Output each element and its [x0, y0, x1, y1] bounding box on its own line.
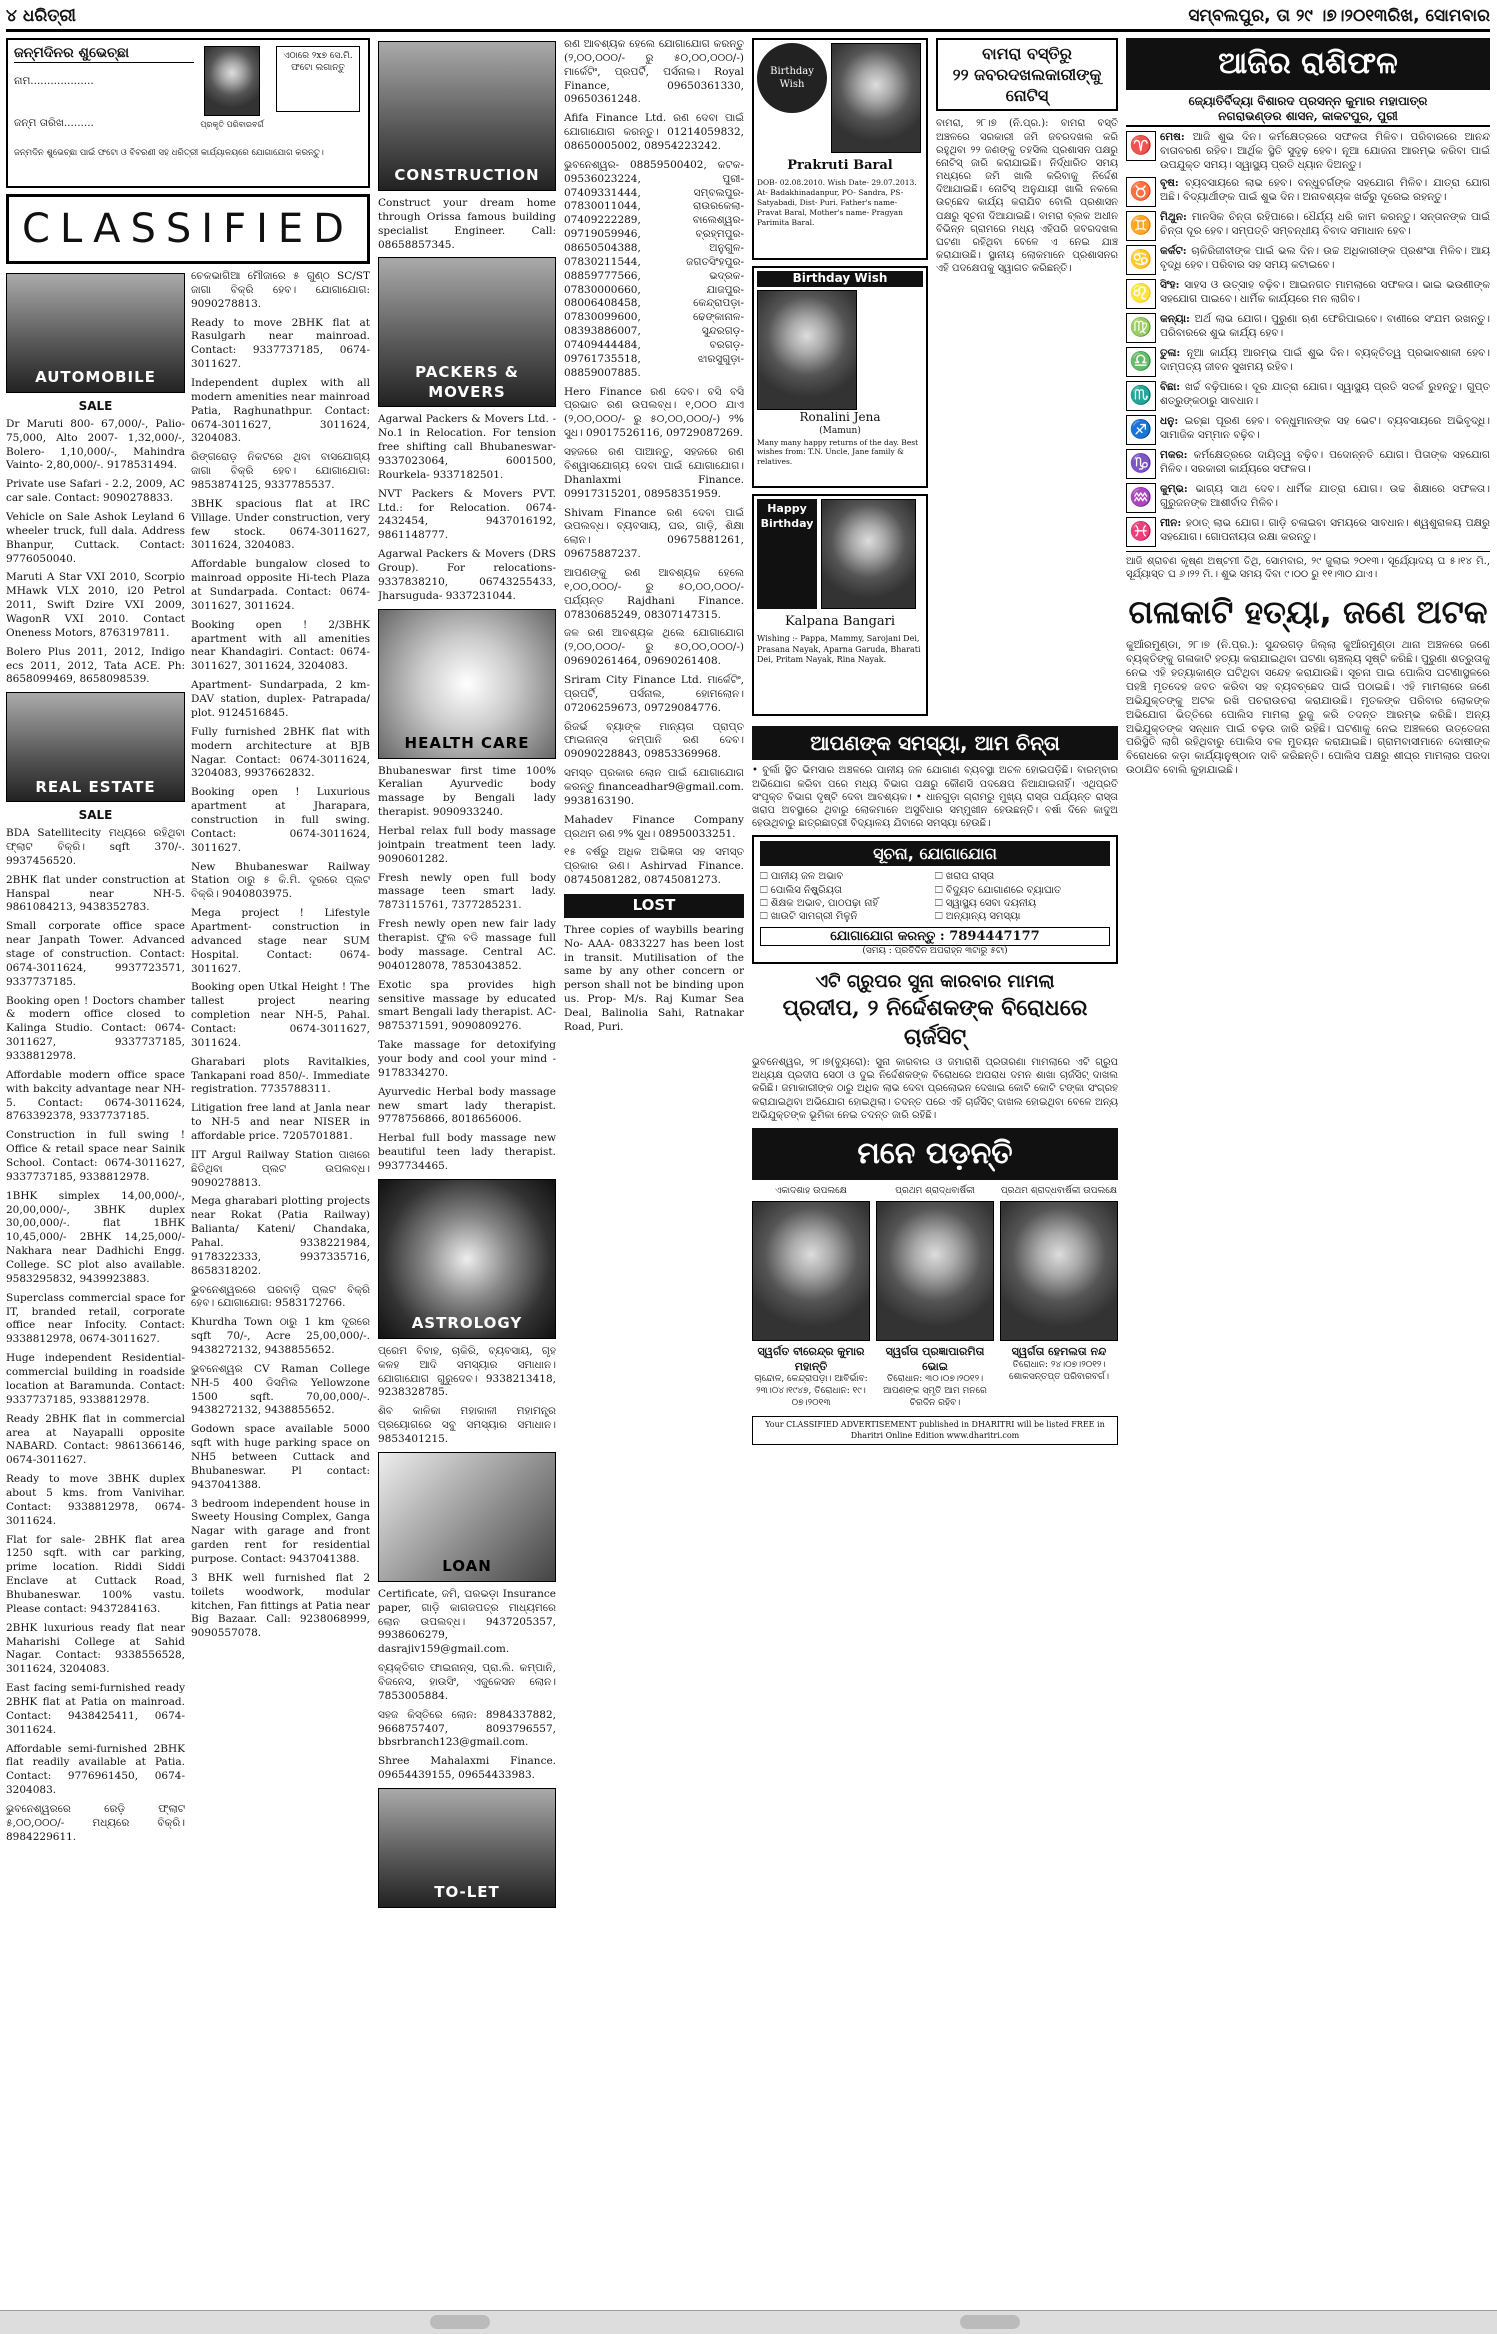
finance-ad: ରିଜର୍ଭ ବ୍ୟାଙ୍କ ମାନ୍ୟତା ପ୍ରାପ୍ତ ଫାଇନାନ୍ସ କମ୍ପାନି ରଣ ଦେବ। 09090228843, 09853369968. — [564, 720, 744, 761]
classified-column — [6, 38, 370, 2306]
rashi-prediction: ଚାକିରିଜୀବୀଙ୍କ ପାଇଁ ଭଲ ଦିନ। ଉଚ୍ଚ ଅଧିକାରୀଙ୍କ ପ୍ରଶଂସା ମିଳିବ। ଆୟ ବୃଦ୍ଧି ହେବ। ପରିବାର ସହ ସମୟ କଟାଇବେ। — [1160, 244, 1490, 271]
classified-left — [6, 270, 185, 1850]
suchana-phone: ଯୋଗାଯୋଗ କରନ୍ତୁ : 7894447177 — [760, 927, 1110, 946]
birthday-form-note: ଜନ୍ମଦିନ ଶୁଭେଚ୍ଛା ପାଇଁ ଫଟୋ ଓ ବିବରଣୀ ସହ ଧରିତ୍ରୀ କାର୍ଯ୍ୟାଳୟରେ ଯୋଗାଯୋଗ କରନ୍ତୁ। — [14, 148, 324, 158]
birthday-photo-2 — [757, 290, 857, 410]
rashi-text — [1160, 415, 1490, 445]
suchana-item: ☐ ପାନୀୟ ଜଳ ଅଭାବ — [760, 871, 844, 883]
packers-image — [378, 257, 556, 407]
gold-body: ଭୁବନେଶ୍ୱର, ୨୮।୭(ବ୍ୟୁରୋ): ସୁନା କାରବାର ଓ ଜମାରାଶି ପ୍ରତାରଣା ମାମଲାରେ ଏଟି ଗ୍ରୁପ ଅଧ୍ୟକ୍ଷ ପ୍ରଦୀପ ସେଠୀ ଓ ଦୁଇ ନିର୍ଦ୍ଦେଶକଙ୍କ ବିରୋଧରେ ଅପରାଧ ଦମନ ଶାଖା ଚାର୍ଜସିଟ୍ ଦାଖଲ କରିଛି। ଜମାକାରୀଙ୍କ ଠାରୁ ଅଧିକ ଲାଭ ଦେବା ପ୍ରଲୋଭନ ଦେଖାଇ କୋଟି କୋଟି ଟଙ୍କା ସଂଗ୍ରହ କରାଯାଇଥିବା ଅଭିଯୋଗ ହୋଇଥିଲା। ତଦନ୍ତ ପରେ ଏହି ଚାର୍ଜସିଟ୍ ଦାଖଲ ହୋଇଥିବା ବେଳେ ଅନ୍ୟ ଅଭିଯୁକ୍ତଙ୍କ ଭୂମିକା ନେଇ ତଦନ୍ତ ଜାରି ରହିଛି। — [752, 1057, 1118, 1121]
loan-ad: Certificate, ଜମି, ଘରଭଡ଼ା Insurance paper, ଗାଡ଼ି କାଗଜପତ୍ର ମାଧ୍ୟମରେ ଲୋନ ଉପଲବ୍ଧ। 9437205357, 9938606279, dasrajiv159@gmail.com. — [378, 1587, 556, 1656]
suchana-item: ☐ ଶିକ୍ଷକ ଅଭାବ, ପାଠପଢ଼ା ନାହିଁ — [760, 897, 879, 909]
classified-ad: Bolero Plus 2011, 2012, Indigo ecs 2011, 2012, Tata ACE. Ph: 8658099469, 8658098539. — [6, 645, 185, 686]
healthcare-ad: Fresh newly open new fair lady therapist. ଫୁଲ ବଡି massage full body massage. Central AC. 9040128078, 7853043852. — [378, 918, 556, 972]
zodiac-icon: ♊ — [1126, 211, 1156, 241]
classified-ad: Affordable semi-furnished 2BHK flat readily available at Patia. Contact: 9776961450, 0674-3204083. — [6, 1742, 185, 1797]
rashi-entry — [1126, 381, 1490, 411]
classified-ad: Apartment- Sundarpada, 2 km- DAV station, duplex- Patrapada/ plot. 9124516845. — [191, 679, 370, 719]
astrologer-address: ନଗରାଭଣ୍ଡର ଶାସନ, କାକଟପୁର, ପୁରୀ — [1126, 109, 1490, 127]
rashi-entry — [1126, 517, 1490, 547]
rashi-prediction: ମାନସିକ ଚିନ୍ତା ରହିପାରେ। ଧୈର୍ଯ୍ୟ ଧରି କାମ କରନ୍ତୁ। ସନ୍ତାନଙ୍କ ପାଇଁ ଚିନ୍ତା ଦୂର ହେବ। ସମ୍ପତ୍ତି ସମ୍ବନ୍ଧୀୟ ବିବାଦ ସମାଧାନ ହେବ। — [1160, 210, 1490, 237]
memorial-name: ସ୍ୱର୍ଗତା ପ୍ରଜ୍ଞାପାରମିତା ଭୋଇ — [885, 1345, 985, 1373]
suchana-box — [752, 835, 1118, 964]
loan-ad: ସହଜ କିସ୍ତିରେ ଲୋନ: 8984337882, 9668757407, 8093796557, bbsrbranch123@gmail.com. — [378, 1708, 556, 1749]
realestate-label: REAL ESTATE — [35, 777, 156, 796]
classified-subcolumns — [6, 270, 370, 1850]
zodiac-icon: ♋ — [1126, 245, 1156, 275]
automobile-label: AUTOMOBILE — [35, 368, 156, 387]
classified-ad: Affordable bungalow closed to mainroad opposite Hi-tech Plaza at Sundarpada. Contact: 0674-3011627, 3011624. — [191, 558, 370, 612]
memorial-item — [1000, 1186, 1118, 1411]
memorial-text: ତିରୋଧାନ: ୩୦।୦୭।୨୦୧୨। ଆପଣଙ୍କ ସ୍ମୃତି ଆମ ମନରେ ଚିରଦିନ ରହିବ। — [883, 1374, 987, 1409]
classified-ad: New Bhubaneswar Railway Station ଠାରୁ ୫ କି.ମି. ଦୂରରେ ପ୍ଲଟ ବିକ୍ରି। 9040803975. — [191, 860, 370, 901]
rashi-text — [1160, 177, 1490, 207]
healthcare-ads — [378, 765, 556, 1174]
classified-ad: Mega project ! Lifestyle Apartment- construction in advanced stage near SUM Hospital. Contact: 0674-3011627. — [191, 907, 370, 975]
page-number-title: ୪ ଧରିତ୍ରୀ — [6, 6, 76, 27]
murder-headline: ଗଳାକାଟି ହତ୍ୟା, ଜଣେ ଅଟକ — [1128, 593, 1488, 632]
finance-ad: Hero Finance ରଣ ଦେବ। ବସି ବସି ପ୍ରଭାତ ରଣ ଉପଲବ୍ଧ। ୧,୦୦୦ ଯାଏ (୨,୦୦,୦୦୦/- ରୁ ୫୦,୦୦,୦୦୦/-) ୨% ସୁଧ। 09017526116, 09729087269. — [564, 385, 744, 440]
lost-ad: Three copies of waybills bearing No- AAA- 0833227 has been lost in transit. Mutilisation of the same by any other concern or person shall not be binding upon us. Prop- M/s. Raj Kumar Sea Deal, Balinolia Sahi, Ratnakar Road, Puri. — [564, 923, 744, 1033]
rashi-entry — [1126, 177, 1490, 207]
memorial-name: ସ୍ୱର୍ଗତ ବୀରେନ୍ଦ୍ର କୁମାର ମହାନ୍ତି — [757, 1345, 865, 1373]
zodiac-icon: ♉ — [1126, 177, 1156, 207]
rashi-text — [1160, 211, 1490, 241]
notice-article — [936, 38, 1118, 722]
finance-ad: Shivam Finance ରଣ ଦେବା ପାଇଁ ଉପଲବ୍ଧ। ବ୍ୟବସାୟ, ଘର, ଗାଡ଼ି, ଶିକ୍ଷା ଲୋନ। 09675881261, 09675887237. — [564, 506, 744, 561]
classified-ad: 2BHK luxurious ready flat near Maharishi College at Sahid Nagar. Contact: 9338556528, 3011624, 3204083. — [6, 1621, 185, 1676]
classified-ad: Huge independent Residential-commercial building in roadside location at Baramunda. Contact: 9337737185, 9338812978. — [6, 1352, 185, 1406]
memorial-item — [876, 1186, 994, 1411]
rashi-prediction: ସାହସ ଓ ଉତ୍ସାହ ବଢ଼ିବ। ଆଇନଗତ ମାମଲାରେ ସଫଳତା। ଭାଇ ଭଉଣୀଙ୍କ ସହଯୋଗ ପାଇବେ। ଧାର୍ମିକ କାର୍ଯ୍ୟରେ ମନ ଲାଗିବ। — [1160, 278, 1490, 305]
rashi-text — [1160, 517, 1490, 547]
suchana-item: ☐ ଅନ୍ୟାନ୍ୟ ସମସ୍ୟା — [935, 911, 1021, 922]
memorial-photo — [752, 1201, 870, 1341]
rashi-entry — [1126, 313, 1490, 343]
classified-ad: Fully furnished 2BHK flat with modern architecture at BJB Nagar. Contact: 0674-3011624, 3204083, 9937662832. — [191, 725, 370, 780]
rashi-prediction: ଇଚ୍ଛା ପୂରଣ ହେବ। ବନ୍ଧୁମାନଙ୍କ ସହ ଭେଟ। ବ୍ୟବସାୟରେ ଅଭିବୃଦ୍ଧି। ସାମାଜିକ ସମ୍ମାନ ବଢ଼ିବ। — [1160, 414, 1490, 441]
rashi-text — [1160, 483, 1490, 513]
classified-ad: ଭୁବନେଶ୍ୱରରେ ରେଡ଼ି ଫ୍ଲାଟ ୫,୦୦,୦୦୦/- ମଧ୍ୟରେ ବିକ୍ରି। 8984229611. — [6, 1802, 185, 1843]
classified-ad: 3 BHK well furnished flat 2 toilets woodwork, modular kitchen, Fan fittings at Patia near Big Bazaar. Call: 9238068999, 9090557078. — [191, 1571, 370, 1640]
finance-ad: ରଣ ଆବଶ୍ୟକ ହେଲେ ଯୋଗାଯୋଗ କରନ୍ତୁ (୨,୦୦,୦୦୦/- ରୁ ୫୦,୦୦,୦୦୦/-) ମାର୍କେଟିଂ, ପ୍ରପର୍ଟି, ପର୍ସନାଲ। Royal Finance, 09650361330, 09650361248. — [564, 38, 744, 106]
classified-ad: Litigation free land at Janla near to NH-5 and near NISER in affordable price. 7205701881. — [191, 1102, 370, 1142]
memorial-tag: ଏକାଦଶାହ ଉପଲକ୍ଷେ — [775, 1185, 847, 1196]
classified-ad: Independent duplex with all modern amenities near mainroad Patia, Raghunathpur. Contact: 0674-3011627, 3011624, 3204083. — [191, 377, 370, 445]
astrology-ads — [378, 1345, 556, 1447]
child-photo — [204, 46, 260, 116]
samasya-body: • ବୁର୍ଲା ସ୍ଥିତ ଭିମସାର ଅଞ୍ଚଳରେ ପାନୀୟ ଜଳ ଯୋଗାଣ ବ୍ୟବସ୍ଥା ଅଚଳ ହୋଇପଡ଼ିଛି। ବାରମ୍ବାର ଅଭିଯୋଗ କରିବା ପରେ ମଧ୍ୟ ବିଭାଗ ପକ୍ଷରୁ କୌଣସି ପଦକ୍ଷେପ ନିଆଯାଇନାହିଁ। ଏଥିପ୍ରତି ସଂପୃକ୍ତ ବିଭାଗ ଦୃଷ୍ଟି ଦେବା ଆବଶ୍ୟକ। • ଧାନଗୁଡ଼ା ଗ୍ରାମରୁ ମୁଖ୍ୟ ରାସ୍ତା ପର୍ଯ୍ୟନ୍ତ ରାସ୍ତା ଖରାପ ଅବସ୍ଥାରେ ଥିବାରୁ ଲୋକମାନେ ଅସୁବିଧାର ସମ୍ମୁଖୀନ ହେଉଛନ୍ତି। ବର୍ଷା ଦିନେ କାଦୁଅ ହେଉଥିବାରୁ ଛାତ୍ରଛାତ୍ରୀ ବିଦ୍ୟାଳୟ ଯିବାରେ ସମସ୍ୟା ହେଉଛି। — [752, 765, 1118, 830]
zodiac-icon: ♓ — [1126, 517, 1156, 547]
packers-ad: Agarwal Packers & Movers Ltd. - No.1 in Relocation. For tension free shifting call Bhubaneswar- 9337023064, 6001500, Rourkela- 9337182501. — [378, 413, 556, 481]
healthcare-ad: Ayurvedic Herbal body massage new smart lady therapist. 9778756866, 8018656006. — [378, 1085, 556, 1126]
classified-ad: East facing semi-furnished ready 2BHK flat at Patia on mainroad. Contact: 9438425411, 0674-3011624. — [6, 1682, 185, 1736]
packers-ad: Agarwal Packers & Movers (DRS Group). For relocations- 9337838210, 06743255433, Jharsuguda- 9337231044. — [378, 548, 556, 602]
rashi-name: ତୁଳା: — [1160, 346, 1187, 359]
rashi-name: ସିଂହ: — [1160, 278, 1185, 291]
rashi-text — [1160, 381, 1490, 411]
construction-ad: Construct your dream home through Orissa famous building specialist Engineer. Call: 08658857345. — [378, 197, 556, 251]
finance-ad: ସହଜରେ ରଣ ପାଆନ୍ତୁ, ସହଜରେ ରଣ ବିଶ୍ୱାସଯୋଗ୍ୟ ଦେବା ପାଇଁ ଯୋଗାଯୋଗ। Dhanlaxmi Finance. 09917315201, 08958351959. — [564, 446, 744, 500]
re-sale-heading: SALE — [78, 808, 113, 823]
rashi-prediction: ବ୍ୟବସାୟରେ ଲାଭ ହେବ। ବନ୍ଧୁବର୍ଗଙ୍କ ସହଯୋଗ ମିଳିବ। ଯାତ୍ରା ଯୋଗ ଅଛି। ବିଦ୍ୟାର୍ଥୀଙ୍କ ପାଇଁ ଶୁଭ ଦିନ। ଅନାବଶ୍ୟକ ଖର୍ଚ୍ଚରୁ ଦୂରେଇ ରହନ୍ତୁ। — [1160, 176, 1490, 203]
memorial-tag: ପ୍ରଥମ ଶ୍ରାଦ୍ଧବାର୍ଷିକୀ ଉପଲକ୍ଷେ — [1000, 1185, 1118, 1196]
notice-box — [936, 38, 1118, 111]
classified-ad: Booking open ! Doctors chamber & modern office closed to Kalinga Studio. Contact: 0674-3011627, 9337737185, 9338812978. — [6, 994, 185, 1063]
construction-image — [378, 41, 556, 191]
rashi-name: ବୃଷ: — [1160, 176, 1186, 189]
rashi-name: ମକର: — [1160, 448, 1194, 461]
classified-ad: Mega gharabari plotting projects near Rokat (Patia Railway) Balianta/ Kateni/ Chandaka, Pahal. 9338221984, 9178322333, 9937335716, 8658318202. — [191, 1195, 370, 1277]
classified-ad: BDA Satellitecity ମଧ୍ୟରେ ରହିଥିବା ଫ୍ଲାଟ ବିକ୍ରି। sqft 370/-. 9937456520. — [6, 827, 185, 867]
finance-ads — [564, 38, 744, 888]
rashi-text — [1160, 131, 1490, 173]
mane-padanti-heading: ମନେ ପଡ଼ନ୍ତି — [752, 1128, 1118, 1180]
finance-ad: ସମସ୍ତ ପ୍ରକାର ଲୋନ ପାଇଁ ଯୋଗାଯୋଗ କରନ୍ତୁ financeadhar9@gmail.com. 9938163190. — [564, 767, 744, 807]
rashi-entry — [1126, 449, 1490, 479]
rashi-prediction: ଖର୍ଚ୍ଚ ବଢ଼ିପାରେ। ଦୂର ଯାତ୍ରା ଯୋଗ। ସ୍ୱାସ୍ଥ୍ୟ ପ୍ରତି ସତର୍କ ରୁହନ୍ତୁ। ଗୁପ୍ତ ଶତ୍ରୁଙ୍କଠାରୁ ସାବଧାନ। — [1160, 380, 1490, 407]
birthday-details-3: Wishing :- Pappa, Mammy, Sarojani Dei, Prasana Nayak, Aparna Garuda, Bharati Dei, Pritam Nayak, Rina Nayak. — [757, 634, 921, 665]
classified-ad: Ready to move 2BHK flat at Rasulgarh near mainroad. Contact: 9337737185, 0674-3011627. — [191, 316, 370, 371]
classified-ad: Ready to move 3BHK duplex about 5 kms. from Vanivihar. Contact: 9338812978, 0674-3011624. — [6, 1473, 185, 1527]
notice-body: ବାମରା, ୨୮।୭ (ନି.ପ୍ର.): ବାମରା ବସ୍ତି ଅଞ୍ଚଳରେ ସରକାରୀ ଜମି ଜବରଦଖଲ କରି ରହୁଥିବା ୨୨ ଜଣଙ୍କୁ ତହସିଲ ପ୍ରଶାସନ ପକ୍ଷରୁ ନୋଟିସ୍ ଜାରି କରାଯାଇଛି। ନିର୍ଦ୍ଧାରିତ ସମୟ ମଧ୍ୟରେ ଜମି ଖାଲି କରିବାକୁ ନିର୍ଦ୍ଦେଶ ଦିଆଯାଇଛି। ନୋଟିସ୍ ଅନୁଯାୟୀ ଖାଲି ନକଲେ ଉଚ୍ଛେଦ କାର୍ଯ୍ୟ କରାଯିବ ବୋଲି ପ୍ରଶାସନ ପକ୍ଷରୁ ସୂଚନା ଦିଆଯାଇଛି। ବାମରା ବ୍ଲକ ଅଧୀନ ବିଭିନ୍ନ ଗ୍ରାମରେ ମଧ୍ୟ ଏହିପରି ଜବରଦଖଲ ଘଟଣା ରହିଥିବା ବେଳେ ଏ ନେଇ ଯାଞ୍ଚ କରାଯାଉଛି। ସ୍ଥାନୀୟ ଲୋକମାନେ ପ୍ରଶାସନର ଏହି ପଦକ୍ଷେପକୁ ସ୍ୱାଗତ କରିଛନ୍ତି। — [936, 118, 1118, 275]
classified-ad: Booking open ! 2/3BHK apartment with all amenities near Khandagiri. Contact: 0674-3011627, 3011624, 3204083. — [191, 618, 370, 673]
birthday-ad-3 — [752, 494, 928, 716]
center-top — [752, 38, 1118, 722]
rashi-name: ମିଥୁନ: — [1160, 210, 1192, 223]
rashi-text — [1160, 279, 1490, 309]
suchana-title: ସୂଚନା, ଯୋଗାଯୋଗ — [760, 841, 1110, 866]
rashi-name: ମୀନ: — [1160, 516, 1186, 529]
notice-kicker: ବାମରା ବସ୍ତିରୁ — [982, 44, 1072, 63]
services-column — [378, 38, 556, 2306]
name-line: ନାମ................... — [14, 75, 94, 88]
classified-ad: ଭୁବନେଶ୍ୱରରେ ଘରବାଡ଼ି ପ୍ଲଟ ବିକ୍ରି ହେବ। ଯୋଗାଯୋଗ: 9583172766. — [191, 1283, 370, 1310]
classified-ad: Booking open ! Luxurious apartment at Jharapara, construction in full swing. Contact: 0674-3011624, 3011627. — [191, 786, 370, 854]
classified-ad: Gharabari plots Ravitalkies, Tankapani road 850/-. Immediate registration. 7735788311. — [191, 1055, 370, 1096]
loan-ad: ବ୍ୟକ୍ତିଗତ ଫାଇନାନ୍ସ, ପ୍ରା.ଲି. କମ୍ପାନି, ବିଜନେସ, ହାଉସିଂ, ଏଜୁକେସନ ଲୋନ। 7853005884. — [378, 1662, 556, 1702]
birthday-ad-2 — [752, 266, 928, 488]
healthcare-ad: Take massage for detoxifying your body and cool your mind - 9178334270. — [378, 1039, 556, 1079]
healthcare-ad: Herbal full body massage new beautiful teen lady therapist. 9937734465. — [378, 1132, 556, 1172]
healthcare-image — [378, 609, 556, 759]
birthday-photo-1 — [831, 43, 921, 153]
viewer-scrollbar[interactable] — [0, 2310, 1497, 2334]
birthday-details-1: DOB- 02.08.2010. Wish Date- 29.07.2013. At- Badakhinadanpur, PO- Sandra, PS- Satyabadi, Dist- Puri. Father's name- Pravat Baral, Mother's name- Pragyan Parimita Baral. — [757, 178, 917, 227]
panji: ଆଜି ଶ୍ରାବଣ କୃଷ୍ଣ ଅଷ୍ଟମୀ ତିଥି, ସୋମବାର, ୨୯ ଜୁଲାଇ ୨୦୧୩। ସୂର୍ଯ୍ୟୋଦୟ ଘ ୫।୧୪ ମି., ସୂର୍ଯ୍ୟାସ୍ତ ଘ ୬।୨୨ ମି.। ଶୁଭ ସମୟ ଦିବା ୯।୦୦ ରୁ ୧୧।୩୦ ଯାଏ। — [1126, 551, 1490, 581]
classified-ad: ଚେକଭାଗିଆ ମୌଜାରେ ୫ ଗୁଣ୍ଠ SC/ST ଜାଗା ବିକ୍ରି ହେବ। ଯୋଗାଯୋଗ: 9090278813. — [191, 270, 370, 310]
scroll-handle-right[interactable] — [960, 2315, 1020, 2329]
gold-kicker: ଏଟି ଗ୍ରୁପର ସୁନା କାରବାର ମାମଲା — [815, 971, 1055, 993]
birthday-ads — [752, 38, 928, 722]
photo-size-note: ଏଠାରେ ୨x୭ ସେ.ମି. ଫଟୋ ଲଗାନ୍ତୁ — [276, 46, 360, 112]
loan-ad: Shree Mahalaxmi Finance. 09654439155, 09654433983. — [378, 1755, 556, 1782]
finance-ad: ୧୫ ବର୍ଷରୁ ଅଧିକ ଅଭିଜ୍ଞତା ସହ ସମସ୍ତ ପ୍ରକାର ରଣ। Ashirvad Finance. 08745081282, 08745081273. — [564, 846, 744, 887]
memorial-name: ସ୍ୱର୍ଗତା ହେମଲତା ନନ୍ଦ — [1011, 1345, 1107, 1359]
online-edition-note: Your CLASSIFIED ADVERTISEMENT published in DHARITRI will be listed FREE in Dharitri Online Edition www.dharitri.com — [752, 1416, 1118, 1445]
classified-ad: Khurdha Town ଠାରୁ 1 km ଦୂରରେ sqft 70/-, Acre 25,00,000/-. 9438272132, 9438855652. — [191, 1316, 370, 1357]
tolet-image — [378, 1788, 556, 1908]
astrology-ad: ପ୍ରେମ ବିବାହ, ଚାକିରି, ବ୍ୟବସାୟ, ଗୃହ କଳହ ଆଦି ସମସ୍ୟାର ସମାଧାନ। ଯୋଗାଯୋଗ ଗୁରୁଦେବ। 9338213418, 9238328785. — [378, 1344, 556, 1399]
classified-ad: Flat for sale- 2BHK flat area 1250 sqft. with car parking, prime location. Riddi Siddi Enclave at Cuttack Road, Bhubaneswar. 100% vastu. Please contact: 9437284163. — [6, 1533, 185, 1615]
rashi-text — [1160, 449, 1490, 479]
zodiac-icon: ♈ — [1126, 131, 1156, 161]
birthday-name-2: Ronalini Jena — [799, 409, 881, 424]
rashi-entry — [1126, 415, 1490, 445]
rashi-entry — [1126, 483, 1490, 513]
birthday-title-3: Happy Birthday — [757, 499, 817, 609]
healthcare-label: HEALTH CARE — [404, 733, 530, 752]
finance-ad: ଆପଣଙ୍କୁ ରଣ ଆବଶ୍ୟକ ହେଲେ ୧,୦୦,୦୦୦/- ରୁ ୫୦,୦୦,୦୦୦/- ପର୍ଯ୍ୟନ୍ତ Rajdhani Finance. 07830685249, 08307147315. — [564, 566, 744, 621]
classified-ad: ରିଙ୍ଗରୋଡ଼ ନିକଟରେ ଥିବା ବାସଯୋଗ୍ୟ ଜାଗା ବିକ୍ରି ହେବ। ଯୋଗାଯୋଗ: 9853874125, 9337785537. — [191, 451, 370, 492]
healthcare-ad: Exotic spa provides high sensitive massage by educated smart Bengali lady therapist. AC- 9875371591, 9090809276. — [378, 978, 556, 1033]
sale-heading: SALE — [78, 399, 113, 413]
automobile-image — [6, 273, 185, 393]
classified-ad: Superclass commercial space for IT, branded retail, corporate office near Infocity. Contact: 9338812978, 0674-3011627. — [6, 1291, 185, 1346]
classified-ad: Godown space available 5000 sqft with huge parking space on NH5 between Cuttack and Bhubaneswar. Pl contact: 9437041388. — [191, 1423, 370, 1491]
murder-body: କୁଆଁରମୁଣ୍ଡା, ୨୮।୭ (ନି.ପ୍ର.): ସୁନ୍ଦରଗଡ଼ ଜିଲ୍ଲା କୁଆଁରମୁଣ୍ଡା ଥାନା ଅଞ୍ଚଳରେ ଜଣେ ବ୍ୟକ୍ତିଙ୍କୁ ଗଳାକାଟି ହତ୍ୟା କରାଯାଇଥିବା ଘଟଣା ଚାଞ୍ଚଲ୍ୟ ସୃଷ୍ଟି କରିଛି। ପୁରୁଣା ଶତ୍ରୁତାକୁ ନେଇ ଏହି ହତ୍ୟାକାଣ୍ଡ ଘଟିଥିବା ସନ୍ଦେହ କରାଯାଉଛି। ସୂଚନା ପାଇ ପୋଲିସ ଘଟଣାସ୍ଥଳରେ ପହଞ୍ଚି ମୃତଦେହ ଜବତ କରିବା ସହ ବ୍ୟବଚ୍ଛେଦ ପାଇଁ ପଠାଇଛି। ଏହି ମାମଲାରେ ଜଣେ ଅଭିଯୁକ୍ତଙ୍କୁ ଅଟକ ରଖି ପଚରାଉଚରା କରାଯାଉଛି। ମୃତକଙ୍କ ପରିବାର ଲୋକଙ୍କ ଅଭିଯୋଗ ଭିତ୍ତିରେ ପୋଲିସ ମାମଲା ରୁଜୁ କରି ତଦନ୍ତ ଆରମ୍ଭ କରିଛି। ଅନ୍ୟ ଅଭିଯୁକ୍ତଙ୍କ ସନ୍ଧାନ ପାଇଁ ଚଢ଼ଉ ଜାରି ରହିଛି। ଘଟଣାକୁ ନେଇ ଅଞ୍ଚଳରେ ଉତ୍ତେଜନା ପରିସ୍ଥିତି ଲାଗି ରହିଥିବାରୁ ପୋଲିସ ବଳ ମୁତୟନ କରାଯାଇଛି। ଗ୍ରାମବାସୀମାନେ ଦୋଷୀଙ୍କ ବିରୋଧରେ କଡ଼ା କାର୍ଯ୍ୟାନୁଷ୍ଠାନ ଦାବି କରିଛନ୍ତି। ପୋଲିସ ପକ୍ଷରୁ ଶୀଘ୍ର ମାମଲାର ପରଦା ଉଠାଯିବ ବୋଲି କୁହାଯାଇଛି। — [1126, 639, 1490, 777]
zodiac-icon: ♒ — [1126, 483, 1156, 513]
birthday-name-3: Kalpana Bangari — [784, 614, 896, 629]
rashi-prediction: ଆଜି ଶୁଭ ଦିନ। କର୍ମକ୍ଷେତ୍ରରେ ସଫଳତା ମିଳିବ। ପରିବାରରେ ଆନନ୍ଦ ବାତାବରଣ ରହିବ। ଆର୍ଥିକ ସ୍ଥିତି ସୁଦୃଢ଼ ହେବ। ନୂଆ ଯୋଜନା ଆରମ୍ଭ କରିବା ପାଇଁ ଉପଯୁକ୍ତ ସମୟ। ସ୍ୱାସ୍ଥ୍ୟ ପ୍ରତି ଧ୍ୟାନ ଦିଅନ୍ତୁ। — [1160, 131, 1490, 171]
birthday-photo-3 — [821, 499, 916, 609]
zodiac-icon: ♍ — [1126, 313, 1156, 343]
astrology-ad: ଶିବ କାଳିକା ମହାକାଳୀ ମହାମନ୍ତ୍ର ପ୍ରୟୋଗରେ ସବୁ ସମସ୍ୟାର ସମାଧାନ। 9853401215. — [378, 1405, 556, 1445]
samasya-heading: ଆପଣଙ୍କ ସମସ୍ୟା, ଆମ ଚିନ୍ତା — [752, 726, 1118, 760]
zodiac-icon: ♎ — [1126, 347, 1156, 377]
rashi-name: କର୍କଟ: — [1160, 244, 1192, 257]
memorial-tag: ପ୍ରଥମ ଶ୍ରାଦ୍ଧବାର୍ଷିକୀ — [895, 1185, 975, 1196]
classified-ad: ଭୁବନେଶ୍ୱର CV Raman College NH-5 400 ଡିସମିଲ Yellowzone 1500 sqft. 70,00,000/-. 9438272132, 9438855652. — [191, 1362, 370, 1417]
birthday-form-title: ଜନ୍ମଦିନର ଶୁଭେଚ୍ଛା — [14, 44, 194, 63]
rashi-text — [1160, 245, 1490, 275]
memorial-ads — [752, 1186, 1118, 1411]
suchana-item: ☐ ପୋଲିସ ନିଷ୍କ୍ରିୟତା — [760, 884, 842, 896]
realestate-ads-left — [6, 827, 185, 1844]
suchana-item: ☐ ବିଦ୍ୟୁତ ଯୋଗାଣରେ ବ୍ୟାଘାତ — [935, 884, 1062, 896]
classified-ad: Small corporate office space near Janpath Tower. Advanced stage of construction. Contact: 0674-3011624, 9937723571, 9337737185. — [6, 920, 185, 988]
classified-ad: Booking open Utkal Height ! The tallest project nearing completion near NH-5, Pahal. Contact: 0674-3011627, 3011624. — [191, 981, 370, 1049]
loan-ads — [378, 1588, 556, 1783]
packers-label: PACKERS & MOVERS — [415, 362, 519, 401]
suchana-items — [760, 870, 1110, 923]
classified-banner: CLASSIFIED — [6, 194, 370, 264]
classified-ad: 1BHK simplex 14,00,000/-, 20,00,000/-, 3BHK duplex 30,00,000/-. flat 1BHK 10,45,000/- 2BHK 14,25,000/- Nakhara near Dadhichi Engg. College. SC plot also available. 9583295832, 9439923883. — [6, 1189, 185, 1285]
rashi-name: ବିଛା: — [1160, 380, 1186, 393]
scroll-handle-left[interactable] — [430, 2315, 490, 2329]
birthday-details-2: Many many happy returns of the day. Best wishes from: T.N. Uncle, Jane family & relatives. — [757, 437, 919, 467]
rashi-prediction: କର୍ମକ୍ଷେତ୍ରରେ ଦାୟିତ୍ୱ ବଢ଼ିବ। ପଦୋନ୍ନତି ଯୋଗ। ପିତାଙ୍କ ସହଯୋଗ ମିଳିବ। ସରକାରୀ କାର୍ଯ୍ୟରେ ସଫଳତା। — [1160, 448, 1490, 475]
finance-column — [564, 38, 744, 2306]
rashi-name: ଧନୁ: — [1160, 414, 1185, 427]
lost-heading: LOST — [564, 894, 744, 918]
rashi-prediction: ଭାଗ୍ୟ ସାଥ ଦେବ। ଧାର୍ମିକ ଯାତ୍ରା ଯୋଗ। ଉଚ୍ଚ ଶିକ୍ଷାରେ ସଫଳତା। ଗୁରୁଜନଙ୍କ ଆଶୀର୍ବାଦ ମିଳିବ। — [1160, 482, 1490, 509]
classified-ad: 2BHK flat under construction at Hanspal near NH-5. 9861084213, 9438352783. — [6, 873, 185, 914]
rashi-text — [1160, 313, 1490, 343]
newspaper-page — [0, 38, 1497, 2306]
suchana-item: ☐ ଖରାପ ରାସ୍ତା — [935, 871, 995, 883]
finance-ad: Mahadev Finance Company ପ୍ରଥମ ରଣ ୨% ସୁଧ। 08950033251. — [564, 813, 744, 840]
loan-label: LOAN — [442, 1557, 492, 1576]
rashi-entry — [1126, 211, 1490, 241]
memorial-text: ତିରୋଧାନ: ୨୪।୦୭।୨୦୧୨। ଶୋକସନ୍ତପ୍ତ ପରିବାରବର୍ଗ। — [1008, 1359, 1110, 1382]
classified-ad: 3 bedroom independent house in Sweety Housing Complex, Ganga Nagar with garage and front garden rent for residential purpose. Contact: 9437041388. — [191, 1497, 370, 1566]
suchana-item: ☐ ଖାଉଟି ସାମଗ୍ରୀ ମିଳୁନି — [760, 911, 858, 922]
rashifal-column — [1126, 38, 1490, 2306]
memorial-item — [752, 1186, 870, 1411]
dateline: ସମ୍ବଲପୁର, ତା ୨୯ ।୭।୨୦୧୩ରିଖ, ସୋମବାର — [1188, 6, 1490, 27]
zodiac-icon: ♑ — [1126, 449, 1156, 479]
suchana-item: ☐ ସ୍ୱାସ୍ଥ୍ୟ ସେବା ଦୟନୀୟ — [935, 897, 1037, 909]
classified-ad: Vehicle on Sale Ashok Leyland 6 wheeler truck, full dala. Address Bhanpur, Cuttack. Contact: 9776050040. — [6, 510, 185, 565]
classified-ad: Ready 2BHK flat in commercial area at Nayapalli opposite NABARD. Contact: 9861366146, 0674-3011627. — [6, 1412, 185, 1467]
construction-label: CONSTRUCTION — [394, 166, 540, 185]
gold-headline: ପ୍ରଦୀପ, ୨ ନିର୍ଦ୍ଦେଶକଙ୍କ ବିରୋଧରେ ଚାର୍ଜସିଟ୍ — [782, 994, 1088, 1050]
realestate-image — [6, 692, 185, 802]
rashi-entry — [1126, 131, 1490, 173]
news-column-center — [752, 38, 1118, 2306]
finance-ad: ଜଳ ରଣ ଆବଶ୍ୟକ ଥିଲେ ଯୋଗାଯୋଗ (୨,୦୦,୦୦୦/- ରୁ ୫୦,୦୦,୦୦୦/-) 09690261464, 09690261408. — [564, 627, 744, 668]
tolet-label: TO-LET — [434, 1883, 500, 1902]
photo-caption: ପ୍ରକୃତି ପରିବାରବର୍ଗ — [200, 120, 264, 129]
rashi-entry — [1126, 347, 1490, 377]
zodiac-icon: ♌ — [1126, 279, 1156, 309]
rashi-list — [1126, 131, 1490, 547]
classified-ad: Private use Safari - 2.2, 2009, AC car sale. Contact: 9090278833. — [6, 478, 185, 505]
finance-ad: ଭୁବନେଶ୍ୱର- 08859500402, କଟକ- 09536023224, ପୁରୀ- 07409331444, ସମ୍ବଲପୁର- 07830011044, ରାଉରକେଲା- 07409222289, ବାଲେଶ୍ୱର- 09719059946, ବ୍ରହ୍ମପୁର- 08650504388, ଅନୁଗୁଳ- 07830211544, ଜଗତସିଂହପୁର- 08859777566, ଭଦ୍ରକ- 07830000660, ଯାଜପୁର- 08006408458, କେନ୍ଦ୍ରାପଡ଼ା- 07830099600, ଢେଙ୍କାନାଳ- 08393886007, ସୁନ୍ଦରଗଡ଼- 07409444484, ବରଗଡ଼- 09761735518, ଝାରସୁଗୁଡ଼ା- 08859007885. — [564, 158, 744, 379]
finance-ad: Sriram City Finance Ltd. ମାର୍କେଟିଂ, ପ୍ରପର୍ଟି, ପର୍ସନାଲ, ହୋମଲୋନ। 07206259673, 09729084776. — [564, 673, 744, 714]
rashifal-heading: ଆଜିର ରାଶିଫଳ — [1126, 38, 1490, 90]
page-header — [6, 4, 1490, 32]
rashi-prediction: ଅର୍ଥ ଲାଭ ଯୋଗ। ପୁରୁଣା ଋଣ ଫେରିପାଇବେ। ବାଣୀରେ ସଂଯମ ରଖନ୍ତୁ। ପରିବାରରେ ଶୁଭ କାର୍ଯ୍ୟ ହେବ। — [1160, 312, 1490, 339]
birthday-balloon-1: Birthday Wish — [757, 43, 827, 113]
classified-ad: 3BHK spacious flat at IRC Village. Under construction, very few stock. 0674-3011627, 3011624, 3204083. — [191, 497, 370, 552]
birthday-wish-form — [6, 38, 370, 188]
birthday-name-1: Prakruti Baral — [787, 158, 893, 173]
loan-image — [378, 1452, 556, 1582]
classified-ad: IIT Argul Railway Station ପାଖରେ ଛିତିଥିବା ପ୍ଲଟ ଉପଲବ୍ଧ। 9090278813. — [191, 1148, 370, 1189]
dob-line: ଜନ୍ମ ତାରିଖ......... — [14, 117, 94, 130]
packers-ads — [378, 413, 556, 603]
astrology-image — [378, 1179, 556, 1339]
rashi-name: କୁମ୍ଭ: — [1160, 482, 1196, 495]
zodiac-icon: ♏ — [1126, 381, 1156, 411]
rashi-prediction: ନୂଆ କାର୍ଯ୍ୟ ଆରମ୍ଭ ପାଇଁ ଶୁଭ ଦିନ। ବ୍ୟକ୍ତିତ୍ୱ ପ୍ରଭାବଶାଳୀ ହେବ। ଦାମ୍ପତ୍ୟ ଜୀବନ ସୁଖମୟ ରହିବ। — [1160, 346, 1490, 373]
classified-ad: Maruti A Star VXI 2010, Scorpio MHawk VLX 2010, i20 Petrol 2011, Swift Dzire VXI 2009, WagonR VXI 2010. Contact Oneness Motors, 8763197811. — [6, 571, 185, 639]
birthday-title-2: Birthday Wish — [757, 271, 923, 287]
rashi-entry — [1126, 279, 1490, 309]
healthcare-ad: Herbal relax full body massage jointpain treatment teen lady. 9090601282. — [378, 825, 556, 865]
astrologer-name: ଜ୍ୟୋତିର୍ବିଦ୍ୟା ବିଶାରଦ ପ୍ରସନ୍ନ କୁମାର ମହାପାତ୍ର — [1188, 93, 1428, 108]
realestate-ads-right — [191, 270, 370, 1850]
packers-ad: NVT Packers & Movers PVT. Ltd.: for Relocation. 0674-2432454, 9437016192, 9861148777. — [378, 487, 556, 542]
notice-headline: ୨୨ ଜବରଦଖଲକାରୀଙ୍କୁ ନୋଟିସ୍ — [952, 65, 1102, 106]
memorial-text: ଚାନ୍ଦୋଳ, କେନ୍ଦ୍ରାପଡ଼ା। ଆବିର୍ଭାବ: ୨୩।୦୪।୧୯୪୭, ତିରୋଧାନ: ୧୯।୦୭।୨୦୧୩ — [754, 1374, 868, 1409]
rashi-entry — [1126, 245, 1490, 275]
classified-ad: Affordable modern office space with bakcity advantage near NH-5. Contact: 0674-3011624, 8763392378, 9337737185. — [6, 1068, 185, 1123]
healthcare-ad: Bhubaneswar first time 100% Keralian Ayurvedic body massage by Bengali lady therapist. 9090933240. — [378, 764, 556, 819]
rashi-text — [1160, 347, 1490, 377]
memorial-photo — [876, 1201, 994, 1341]
finance-ad: Afifa Finance Ltd. ରଣ ଦେବା ପାଇଁ ଯୋଗାଯୋଗ କରନ୍ତୁ। 01214059832, 08650005002, 08954223242. — [564, 112, 744, 153]
astrology-label: ASTROLOGY — [411, 1314, 523, 1333]
automobile-ads — [6, 418, 185, 687]
zodiac-icon: ♐ — [1126, 415, 1156, 445]
rashi-name: ମେଷ: — [1160, 131, 1193, 144]
memorial-photo — [1000, 1201, 1118, 1341]
birthday-alias-2: (Mamun) — [819, 425, 861, 436]
rashi-name: କନ୍ୟା: — [1160, 312, 1195, 325]
rashi-prediction: ହଠାତ୍ ଲାଭ ଯୋଗ। ଗାଡ଼ି ଚଳାଇବା ସମୟରେ ସାବଧାନ। ଶ୍ୱଶୁରାଳୟ ପକ୍ଷରୁ ସହଯୋଗ। ଗୋପନୀୟତା ରକ୍ଷା କରନ୍ତୁ। — [1160, 516, 1490, 543]
classified-ad: Construction in full swing ! Office & retail space near Sainik School. Contact: 0674-3011627, 9337737185, 9338812978. — [6, 1129, 185, 1183]
healthcare-ad: Fresh newly open full body massage teen smart lady. 7873115761, 7377285231. — [378, 871, 556, 912]
birthday-ad-1 — [752, 38, 928, 260]
suchana-time: (ସମୟ : ପ୍ରତିଦିନ ଅପରାହ୍ନ ୩ଟାରୁ ୫ଟା) — [862, 946, 1008, 957]
classified-ad: Dr Maruti 800- 67,000/-, Palio- 75,000, Alto 2007- 1,32,000/-, Bolero- 1,10,000/-, Mahindra Vainto- 2,80,000/-. 9178531494. — [6, 417, 185, 472]
